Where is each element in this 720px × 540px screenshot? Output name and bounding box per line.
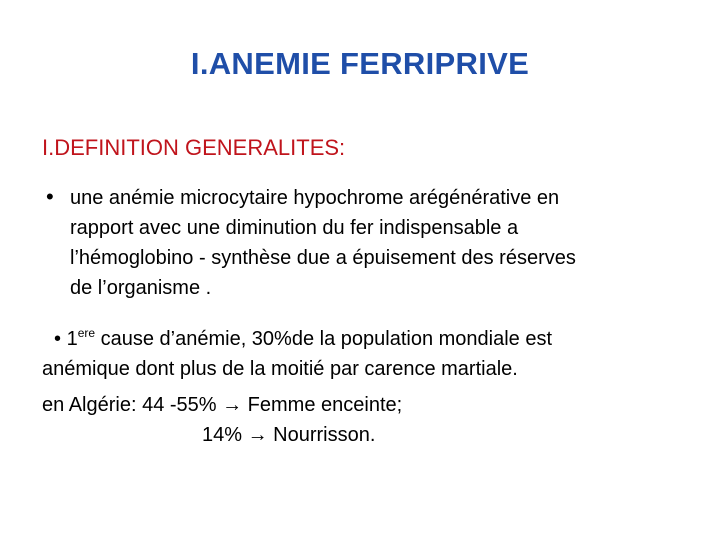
- slide-title: I.ANEMIE FERRIPRIVE: [190, 46, 530, 81]
- bullet-epidemiology-line-1: [42, 318, 552, 354]
- stats-line-pregnant: en Algérie: 44 -55% → Femme enceinte;: [42, 394, 403, 416]
- bullet-epidemiology-text-1: cause d’anémie, 30%de la population mondiale est: [95, 328, 553, 350]
- rank-number: 1: [66, 328, 78, 350]
- bullet-definition-line-1: [46, 182, 576, 213]
- bullet-definition-line-2: rapport avec une diminution du fer indispensable a: [70, 217, 519, 239]
- bullet-definition-text-1: une anémie microcytaire hypochrome arégénérative en: [70, 187, 560, 209]
- bullet-definition-line-4: de l’organisme .: [70, 277, 212, 299]
- bullet-epidemiology-line-2: anémique dont plus de la moitié par carence martiale.: [42, 358, 518, 380]
- bullet-definition-line-3: l’hémoglobino - synthèse due a épuisement des réserves: [70, 247, 576, 269]
- bullet-epidemiology: [42, 318, 552, 384]
- bullet-icon: •: [46, 184, 54, 209]
- section-heading: I.DEFINITION GENERALITES:: [42, 135, 346, 160]
- algeria-stats: [42, 390, 402, 450]
- rank-superscript: ere: [77, 326, 96, 340]
- bullet-icon: •: [54, 328, 62, 350]
- stats-line-infant: 14% → Nourrisson.: [202, 424, 376, 446]
- bullet-definition: [46, 182, 576, 303]
